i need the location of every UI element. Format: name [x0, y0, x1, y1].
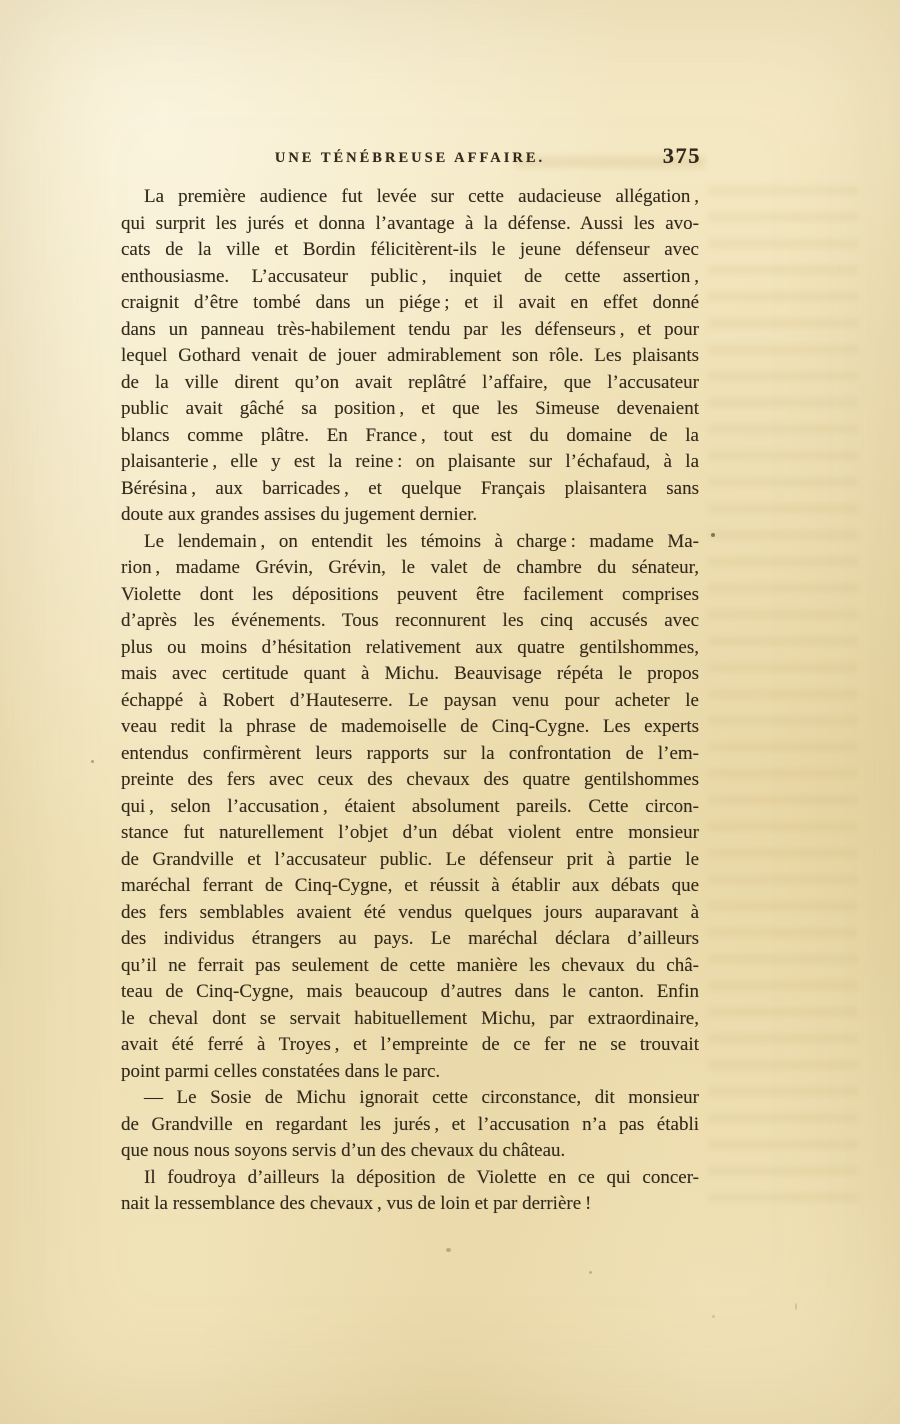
text-line: public avait gâché sa position , et que les Simeuse devenaient — [121, 398, 699, 419]
paper-speck — [795, 1303, 797, 1310]
paper-speck — [712, 1315, 715, 1318]
paragraph — [121, 529, 699, 1086]
text-line: Il foudroya d’ailleurs la déposition de Violette en ce qui concer- — [144, 1166, 699, 1188]
text-line: — Le Sosie de Michu ignorait cette circonstance, dit monsieur — [144, 1087, 699, 1108]
text-line: nait la ressemblance des chevaux , vus de loin et par derrière ! — [121, 1193, 592, 1214]
paragraph — [121, 1165, 699, 1218]
text-line: stance fut naturellement l’objet d’un débat violent entre monsieur — [121, 822, 699, 843]
text-line: des individus étrangers au pays. Le maréchal déclara d’ailleurs — [121, 928, 699, 949]
paragraph — [121, 184, 699, 529]
text-line: qui , selon l’accusation , étaient absolument pareils. Cette circon- — [121, 795, 699, 817]
page-number: 375 — [662, 143, 701, 168]
paper-speck — [446, 1248, 451, 1252]
text-line: dans un panneau très-habilement tendu par les défenseurs , et pour — [121, 318, 699, 340]
text-line: le cheval dont se servait habituellement Michu, par extraordinaire, — [121, 1007, 699, 1029]
text-line: maréchal ferrant de Cinq-Cygne, et réussit à établir aux débats que — [121, 875, 699, 896]
text-line: blancs comme plâtre. En France , tout est du domaine de la — [121, 424, 699, 446]
paragraph — [121, 1085, 699, 1165]
text-block — [121, 143, 701, 1218]
text-line: veau redit la phrase de mademoiselle de Cinq-Cygne. Les experts — [121, 716, 699, 737]
paper-speck — [589, 1271, 592, 1274]
text-line: entendus confirmèrent leurs rapports sur la confrontation de l’em- — [121, 742, 699, 764]
paper-speck — [711, 533, 715, 537]
text-line: enthousiasme. L’accusateur public , inquiet de cette assertion , — [121, 265, 699, 287]
text-line: rion , madame Grévin, Grévin, le valet de chambre du sénateur, — [121, 557, 699, 578]
text-line: des fers semblables avaient été vendus quelques jours auparavant à — [121, 901, 699, 923]
text-line: Bérésina , aux barricades , et quelque Français plaisantera sans — [121, 477, 699, 499]
paper-speck — [91, 760, 94, 763]
text-line: de la ville dirent qu’on avait replâtré l’affaire, que l’accusateur — [121, 371, 699, 393]
text-line: d’après les événements. Tous reconnurent les cinq accusés avec — [121, 610, 699, 631]
show-through-ghost — [708, 186, 858, 1206]
text-body — [121, 184, 699, 1218]
text-line: lequel Gothard venait de jouer admirablement son rôle. Les plaisants — [121, 345, 699, 366]
running-title: UNE TÉNÉBREUSE AFFAIRE. — [274, 150, 546, 166]
text-line: Le lendemain , on entendit les témoins à charge : madame Ma- — [144, 530, 699, 552]
text-line: teau de Cinq-Cygne, mais beaucoup d’autres dans le canton. Enfin — [121, 981, 699, 1002]
text-line: de Grandville et l’accusateur public. Le défenseur prit à partie le — [121, 848, 699, 870]
running-head — [121, 143, 701, 184]
text-line: mais avec certitude quant à Michu. Beauvisage répéta le propos — [121, 663, 699, 684]
text-line: point parmi celles constatées dans le parc. — [121, 1060, 441, 1082]
text-line: preinte des fers avec ceux des chevaux des quatre gentilshommes — [121, 769, 699, 790]
text-line: plaisanterie , elle y est la reine : on plaisante sur l’échafaud, à la — [121, 451, 699, 472]
text-line: échappé à Robert d’Hauteserre. Le paysan venu pour acheter le — [121, 689, 699, 711]
text-line: craignit d’être tombé dans un piége ; et il avait en effet donné — [121, 292, 699, 313]
text-line: avait été ferré à Troyes , et l’empreinte de ce fer ne se trouvait — [121, 1034, 699, 1055]
text-line: Violette dont les dépositions peuvent être facilement comprises — [121, 583, 699, 605]
text-line: que nous nous soyons servis d’un des chevaux du château. — [121, 1140, 566, 1161]
text-line: qu’il ne ferrait pas seulement de cette manière les chevaux du châ- — [121, 954, 699, 976]
text-line: cats de la ville et Bordin félicitèrent-ils le jeune défenseur avec — [121, 239, 699, 260]
text-line: doute aux grandes assises du jugement dernier. — [121, 504, 478, 525]
text-line: de Grandville en regardant les jurés , et l’accusation n’a pas établi — [121, 1113, 699, 1135]
text-line: plus ou moins d’hésitation relativement aux quatre gentilshommes, — [121, 636, 699, 658]
text-line: La première audience fut levée sur cette audacieuse allégation , — [144, 186, 699, 207]
text-line: qui surprit les jurés et donna l’avantage à la défense. Aussi les avo- — [121, 212, 699, 234]
